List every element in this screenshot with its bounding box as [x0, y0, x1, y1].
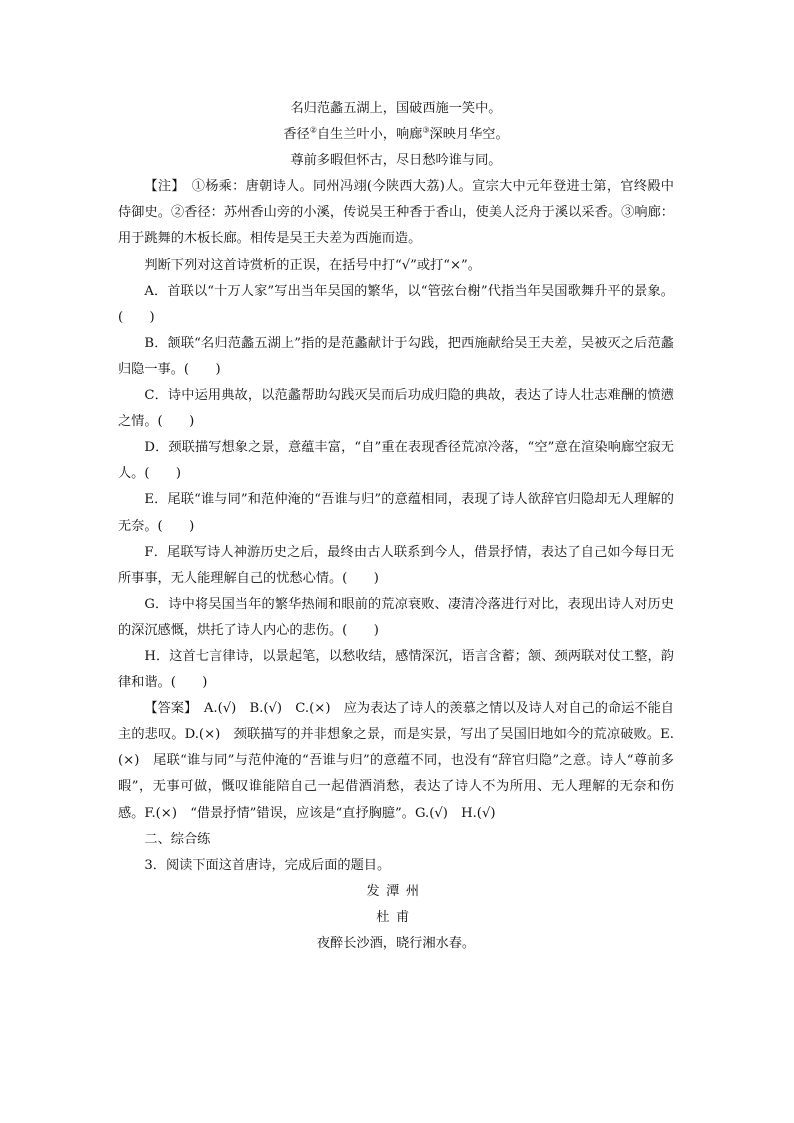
question-3: 3．阅读下面这首唐诗，完成后面的题目。: [144, 857, 391, 873]
answer-text: A.(√) B.(√) C.(×) 应为表达了诗人的羡慕之情以及诗人对自己的命运不能自主的悲叹。D.(×) 颈联描写的并非想象之景，而是实景，写出了吴国旧地如今的荒凉破败。E.(×) 尾联“谁与同”与范仲淹的“吾谁与归”的意蕴不同，也没有“辞官归隐”之意。诗人“尊前多暇”，无事可做，慨叹谁能陪自己一起借酒消愁，表达了诗人不为所用、无人理解的无奈和伤感。F.(×) “借景抒情”错误，应该是“直抒胸臆”。G.(√) H.(√): [118, 701, 674, 821]
option-e: E．尾联“谁与同”和范仲淹的“吾谁与归”的意蕴相同，表现了诗人欲辞官归隐却无人理解的无奈。( ): [118, 492, 674, 534]
poem2-title: 发潭州: [366, 883, 426, 899]
option-f: F．尾联写诗人神游历史之后，最终由古人联系到今人，借景抒情，表达了自己如今每日无所事事，无人能理解自己的忧愁心情。( ): [118, 544, 674, 586]
poem-line-2-part-c: 深映月华空。: [429, 127, 509, 143]
answer-paragraph: [118, 696, 674, 826]
footnote-mark-2: ②: [309, 125, 317, 135]
document-body: [118, 96, 674, 957]
instruction: 判断下列对这首诗赏析的正误，在括号中打“√”或打“×”。: [144, 257, 481, 273]
option-d: D．颈联描写想象之景，意蕴丰富，“自”重在表现香径荒凉冷落，“空”意在渲染响廊空寂无人。( ): [118, 440, 674, 482]
option-a: A．首联以“十万人家”写出当年吴国的繁华，以“管弦台榭”代指当年吴国歌舞升平的景象。( ): [118, 283, 674, 325]
poem2-line-1: 夜醉长沙酒，晓行湘水春。: [316, 936, 476, 951]
note-label: 【注】: [144, 179, 179, 195]
note-text: ①杨乘：唐朝诗人。同州冯翊(今陕西大荔)人。宣宗大中元年登进士第，官终殿中侍御史。②香径：苏州香山旁的小溪，传说吴王种香于香山，使美人泛舟于溪以采香。③响廊：用于跳舞的木板长廊。相传是吴王夫差为西施而造。: [118, 179, 674, 247]
answer-label: 【答案】: [144, 701, 191, 717]
option-g: G．诗中将吴国当年的繁华热闹和眼前的荒凉衰败、凄清冷落进行对比，表现出诗人对历史的深沉感慨，烘托了诗人内心的悲伤。( ): [118, 596, 674, 638]
poem-line-2-part-b: 自生兰叶小，响廊: [316, 127, 423, 143]
poem-line-3: 尊前多暇但怀古，尽日愁吟谁与同。: [290, 153, 502, 169]
option-c: C．诗中运用典故，以范蠡帮助勾践灭吴而后功成归隐的典故，表达了诗人壮志难酬的愤懑之情。( ): [118, 388, 674, 430]
option-h: H．这首七言律诗，以景起笔，以愁收结，感情深沉，语言含蓄；颔、颈两联对仗工整，韵律和谐。( ): [118, 648, 674, 691]
footnote-mark-3: ③: [422, 125, 430, 135]
option-b: B．颔联“名归范蠡五湖上”指的是范蠡献计于勾践，把西施献给吴王夫差，吴被灭之后范蠡归隐一事。( ): [118, 335, 674, 377]
poem2-author: 杜甫: [376, 909, 416, 925]
poem-line-2-part-a: 香径: [283, 127, 310, 143]
section-heading: 二、综合练: [144, 831, 211, 847]
poem-line-2: [118, 122, 674, 148]
note-paragraph: [118, 174, 674, 252]
poem-line-1: 名归范蠡五湖上，国破西施一笑中。: [290, 101, 502, 116]
